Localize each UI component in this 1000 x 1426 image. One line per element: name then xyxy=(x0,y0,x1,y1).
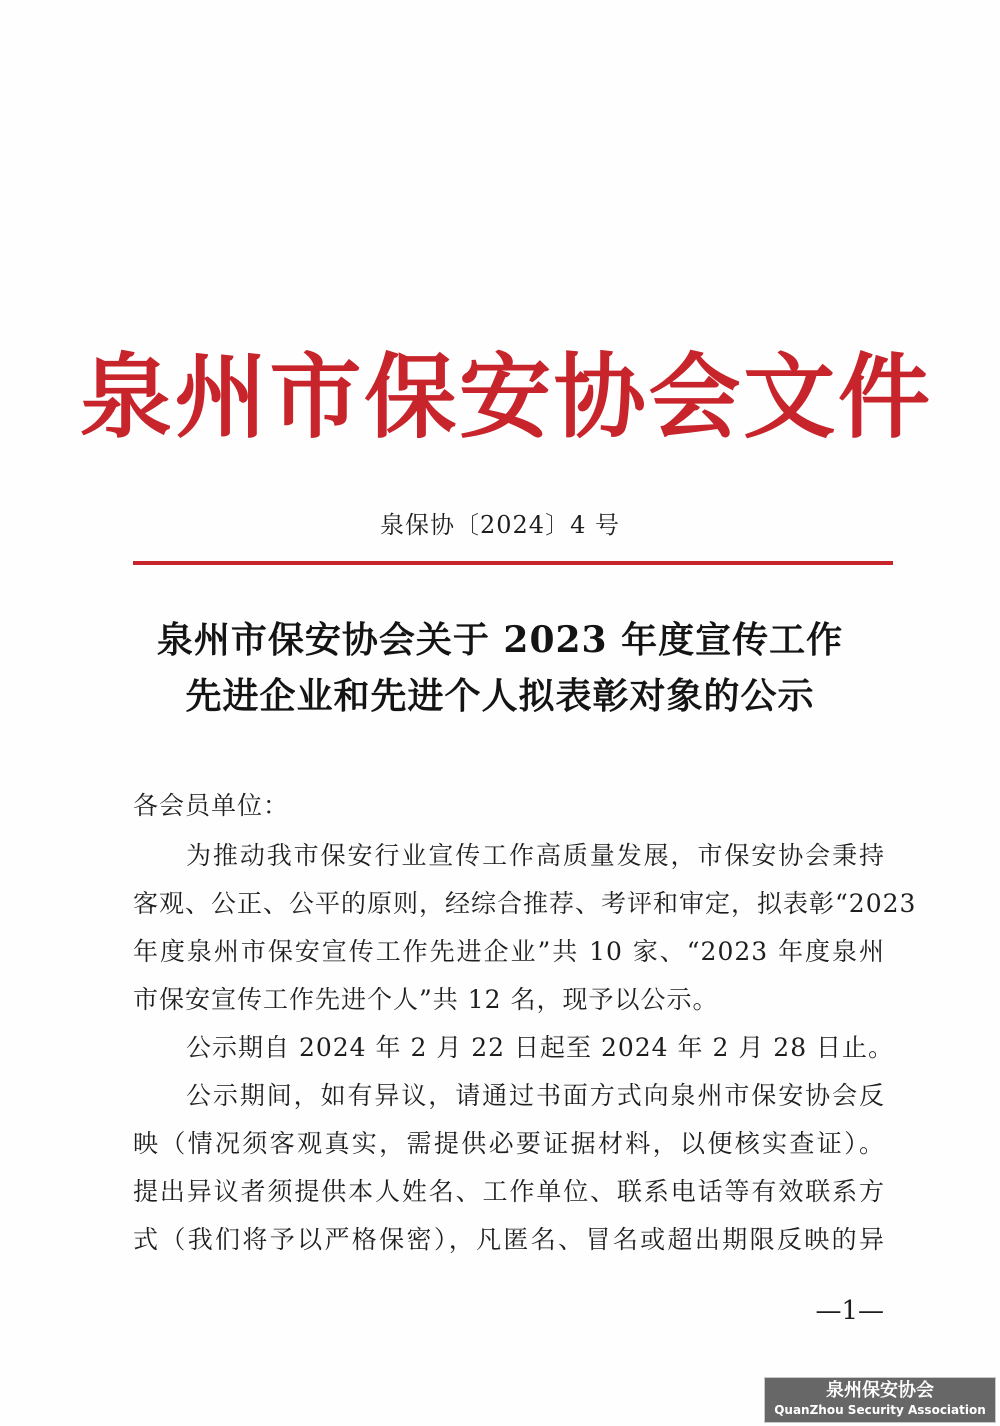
red-header-char: 协 xyxy=(553,344,646,451)
paragraph-1-line-2: 客观、公正、公平的原则，经综合推荐、考评和审定，拟表彰“2023 xyxy=(133,889,917,918)
notice-title-line-2: 先进企业和先进个人拟表彰对象的公示 xyxy=(185,675,815,717)
association-watermark xyxy=(764,1377,996,1423)
red-header-char: 市 xyxy=(269,344,362,451)
paragraph-3-line-3: 提出异议者须提供本人姓名、工作单位、联系电话等有效联系方 xyxy=(133,1177,885,1206)
paragraph-1-line-3: 年度泉州市保安宣传工作先进企业”共 10 家、“2023 年度泉州 xyxy=(133,937,885,966)
watermark-name-en: QuanZhou Security Association xyxy=(774,1403,986,1417)
watermark-name-cn: 泉州保安协会 xyxy=(826,1380,934,1401)
salutation: 各会员单位： xyxy=(133,791,290,820)
red-header-char: 会 xyxy=(648,344,741,451)
page-number: —1— xyxy=(815,1296,884,1326)
red-header-char: 文 xyxy=(743,344,836,451)
paragraph-2: 公示期自 2024 年 2 月 22 日起至 2024 年 2 月 28 日止。 xyxy=(186,1033,895,1062)
document-number: 泉保协〔2024〕4 号 xyxy=(380,511,620,539)
paragraph-3-line-1: 公示期间，如有异议，请通过书面方式向泉州市保安协会反 xyxy=(186,1081,885,1110)
paragraph-3-line-2: 映（情况须客观真实，需提供必要证据材料，以便核实查证）。 xyxy=(133,1129,885,1158)
notice-title-line-1: 泉州市保安协会关于 2023 年度宣传工作 xyxy=(156,619,844,661)
red-header-char: 泉 xyxy=(80,344,173,451)
red-header-char: 件 xyxy=(838,344,931,451)
red-header-char: 安 xyxy=(459,344,552,451)
paragraph-1-line-4: 市保安宣传工作先进个人”共 12 名，现予以公示。 xyxy=(133,985,719,1014)
paragraph-3-line-4: 式（我们将予以严格保密），凡匿名、冒名或超出期限反映的异 xyxy=(133,1225,885,1254)
red-header-char: 州 xyxy=(174,344,267,451)
red-header-title xyxy=(80,335,931,451)
red-divider-line xyxy=(133,561,893,565)
red-header-char: 保 xyxy=(364,344,457,451)
paragraph-1-line-1: 为推动我市保安行业宣传工作高质量发展，市保安协会秉持 xyxy=(186,841,885,870)
